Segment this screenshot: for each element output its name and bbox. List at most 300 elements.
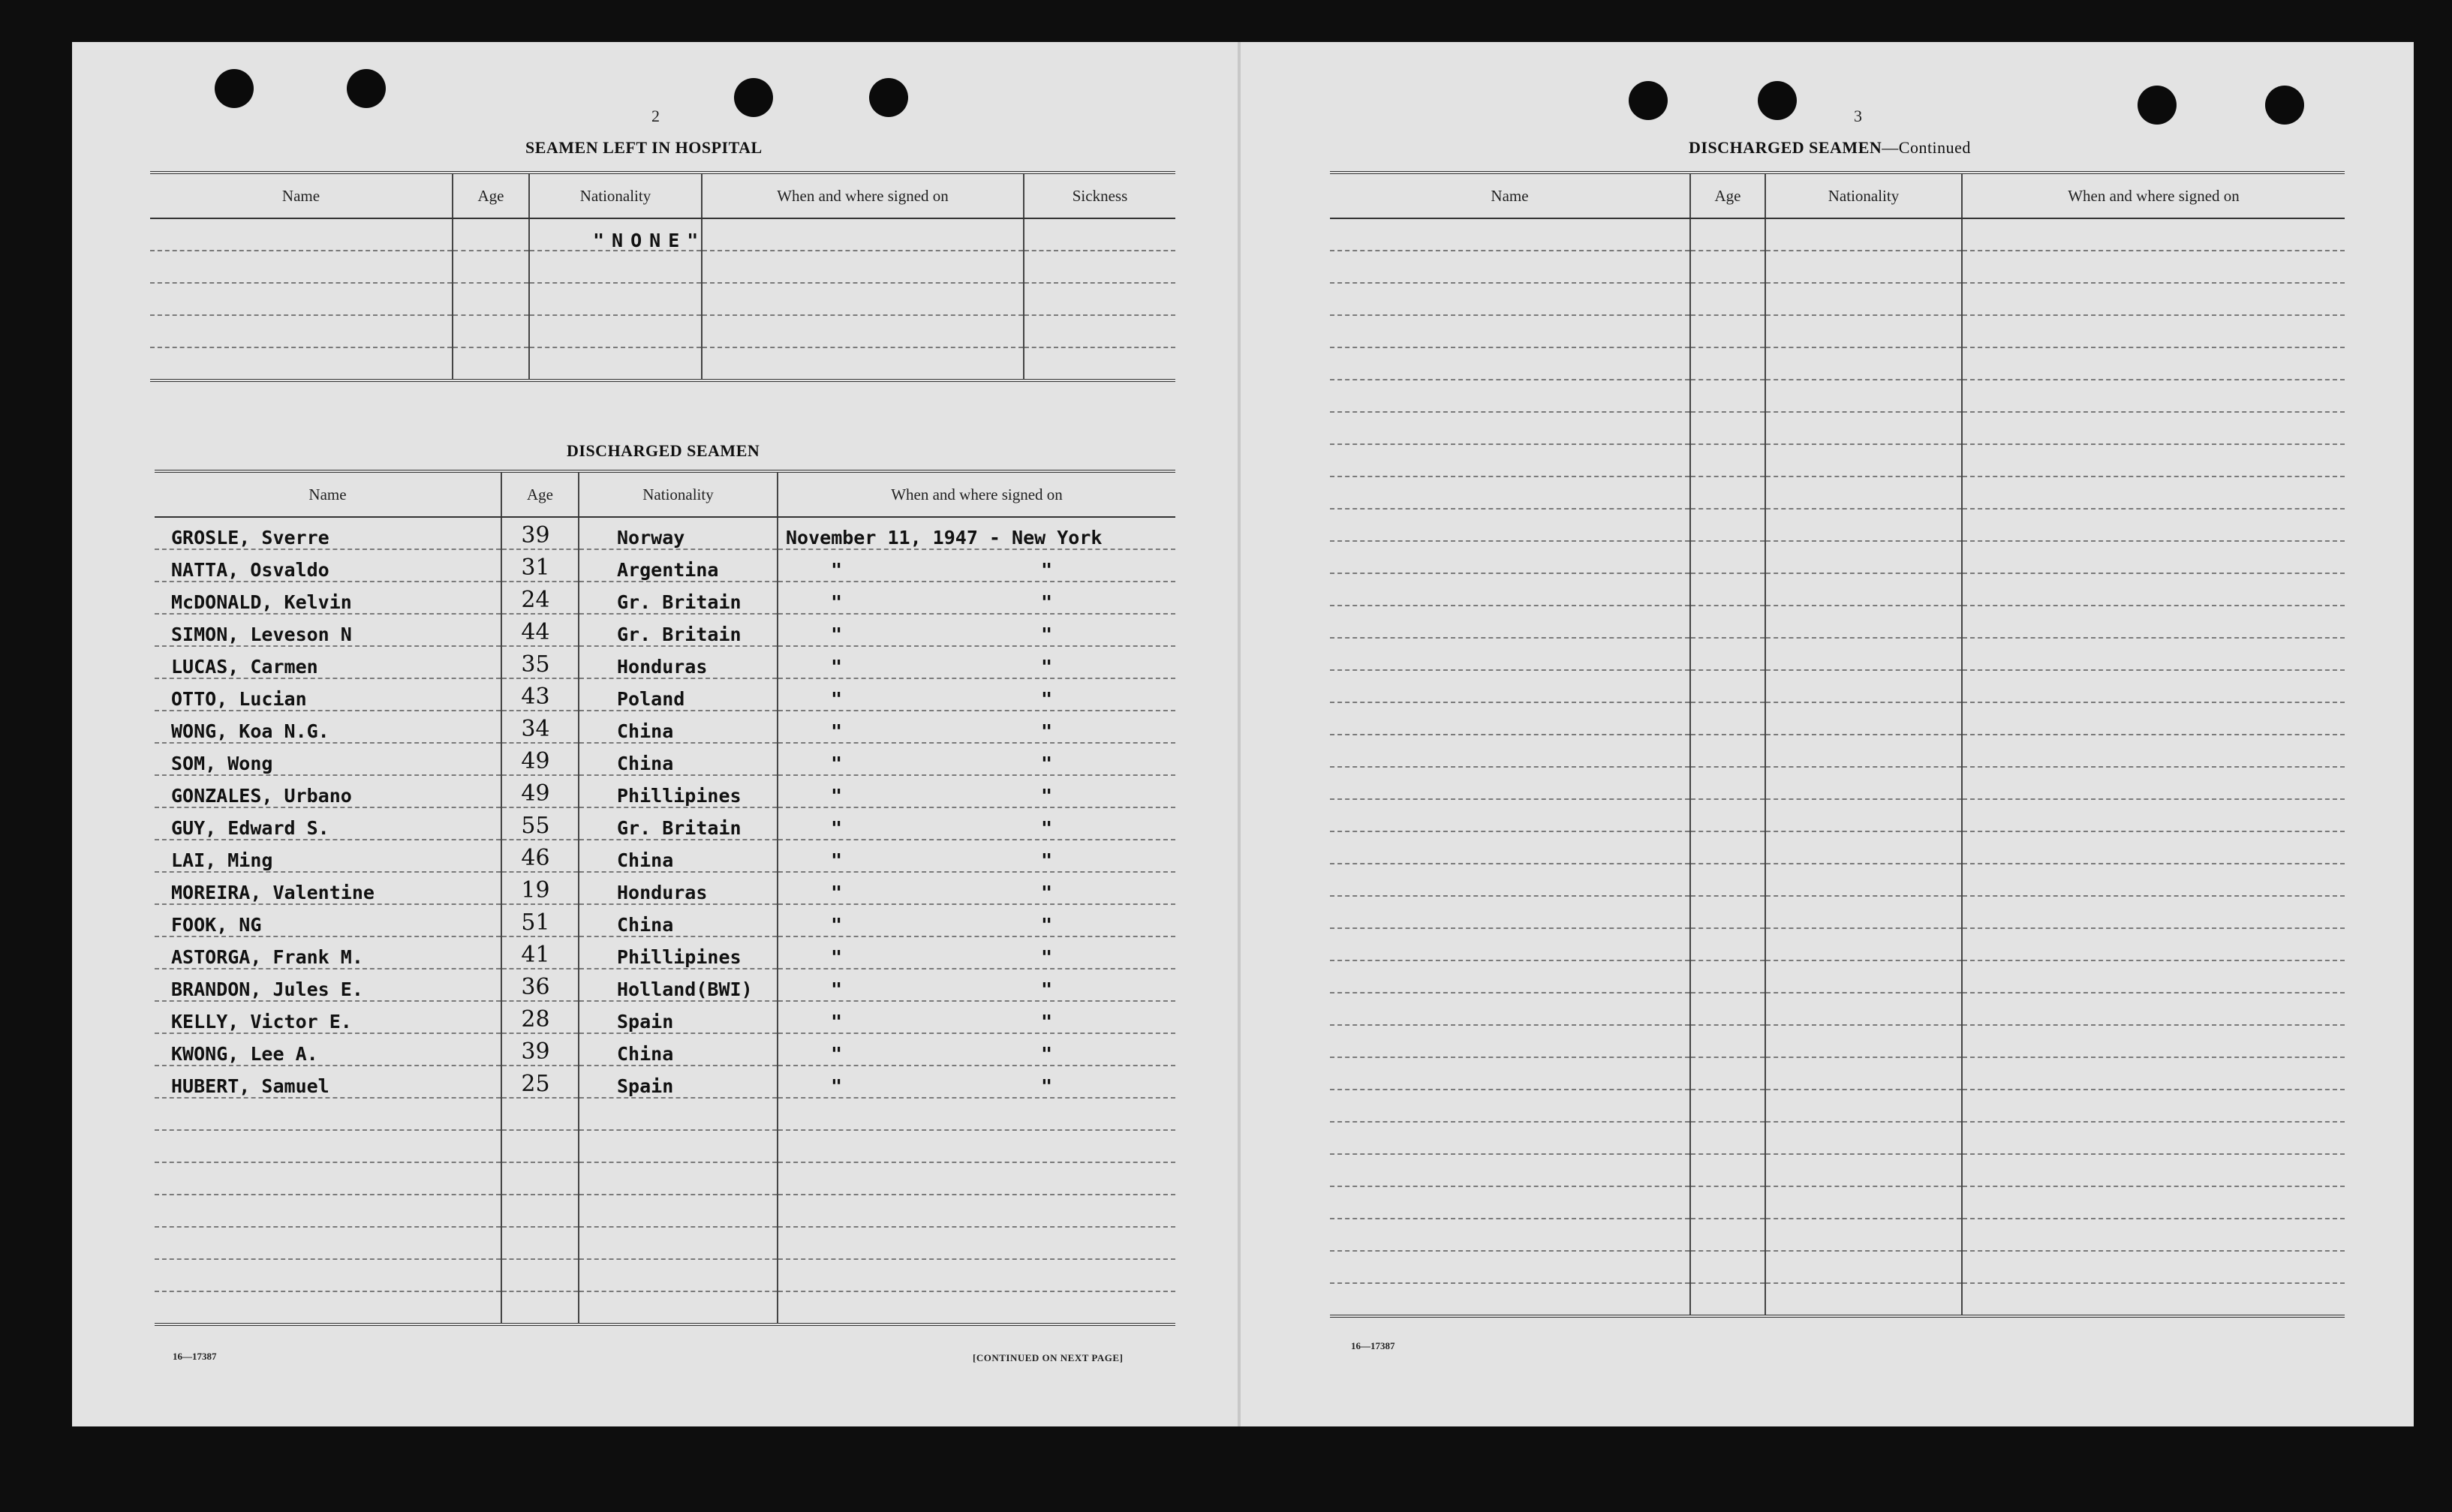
empty-cell (1962, 251, 2345, 283)
seaman-nationality: Spain (579, 1001, 778, 1033)
seaman-nationality: China (579, 743, 778, 775)
table-row (1330, 412, 2345, 444)
punch-hole (347, 69, 386, 108)
table-row (155, 646, 1175, 678)
seaman-age: 49 (501, 743, 579, 775)
empty-cell (1765, 1025, 1962, 1057)
seaman-name: HUBERT, Samuel (155, 1066, 501, 1098)
empty-cell (1962, 573, 2345, 606)
table-row (150, 315, 1175, 347)
empty-cell (1690, 509, 1765, 541)
seaman-name: GONZALES, Urbano (155, 775, 501, 807)
seaman-name: LAI, Ming (155, 840, 501, 872)
table-row (1330, 541, 2345, 573)
seaman-nationality: Norway (579, 517, 778, 549)
empty-cell (1962, 476, 2345, 509)
table-row (155, 872, 1175, 904)
empty-cell (1330, 1025, 1690, 1057)
punch-hole (1758, 81, 1797, 120)
empty-cell (1330, 1186, 1690, 1219)
column-header-age: Age (1690, 173, 1765, 218)
seaman-name: OTTO, Lucian (155, 678, 501, 711)
seaman-signed-on: November 11, 1947 - New York (778, 517, 1175, 549)
empty-cell (155, 1098, 501, 1130)
seaman-age: 25 (501, 1066, 579, 1098)
seaman-signed-on: " " (778, 1001, 1175, 1033)
empty-cell (1330, 831, 1690, 864)
table-row (1330, 1251, 2345, 1283)
seaman-signed-on: " " (778, 646, 1175, 678)
empty-cell (1962, 380, 2345, 412)
table-row (155, 582, 1175, 614)
empty-cell (1765, 412, 1962, 444)
empty-cell (1690, 476, 1765, 509)
punch-hole (869, 78, 908, 117)
table-row (1330, 347, 2345, 380)
empty-cell (1330, 218, 1690, 251)
table-row (1330, 993, 2345, 1025)
empty-cell (1962, 412, 2345, 444)
table-row (1330, 1057, 2345, 1090)
seaman-signed-on: " " (778, 872, 1175, 904)
empty-cell (1765, 444, 1962, 476)
empty-cell (1962, 315, 2345, 347)
table-row (1330, 218, 2345, 251)
table-row (1330, 831, 2345, 864)
column-header-age: Age (453, 173, 529, 218)
table-row (155, 517, 1175, 549)
empty-cell (1765, 702, 1962, 735)
seaman-age: 39 (501, 517, 579, 549)
table-row (1330, 960, 2345, 993)
seaman-nationality: Poland (579, 678, 778, 711)
empty-cell (1690, 315, 1765, 347)
empty-cell (1330, 799, 1690, 831)
seaman-age: 51 (501, 904, 579, 936)
seaman-name: SOM, Wong (155, 743, 501, 775)
table-row (155, 743, 1175, 775)
empty-cell (1765, 476, 1962, 509)
empty-cell (1690, 251, 1765, 283)
seaman-name: GUY, Edward S. (155, 807, 501, 840)
empty-cell (579, 1227, 778, 1259)
empty-cell (1330, 251, 1690, 283)
seaman-signed-on: " " (778, 711, 1175, 743)
table-row (155, 904, 1175, 936)
empty-cell (1330, 573, 1690, 606)
seaman-nationality: Argentina (579, 549, 778, 582)
seaman-name: KELLY, Victor E. (155, 1001, 501, 1033)
table-row (1330, 896, 2345, 928)
empty-cell (1330, 767, 1690, 799)
seaman-nationality: China (579, 840, 778, 872)
empty-cell (1690, 541, 1765, 573)
empty-cell (1765, 1283, 1962, 1316)
seaman-age: 36 (501, 969, 579, 1001)
empty-cell (1962, 509, 2345, 541)
empty-cell (1690, 412, 1765, 444)
empty-cell (778, 1098, 1175, 1130)
column-header-name: Name (150, 173, 453, 218)
table-row (155, 1130, 1175, 1162)
empty-cell (1330, 1154, 1690, 1186)
seaman-name: McDONALD, Kelvin (155, 582, 501, 614)
seaman-age: 55 (501, 807, 579, 840)
empty-cell (1690, 1154, 1765, 1186)
column-header-age: Age (501, 471, 579, 517)
column-header-nationality: Nationality (1765, 173, 1962, 218)
table-row (1330, 702, 2345, 735)
empty-cell (1765, 735, 1962, 767)
seaman-name: MOREIRA, Valentine (155, 872, 501, 904)
empty-cell (1330, 993, 1690, 1025)
table-row (1330, 1219, 2345, 1251)
empty-cell (1962, 960, 2345, 993)
empty-cell (1765, 509, 1962, 541)
page-number: 3 (1854, 107, 1862, 125)
seaman-age: 24 (501, 582, 579, 614)
empty-cell (501, 1227, 579, 1259)
empty-cell (1765, 606, 1962, 638)
seaman-age: 39 (501, 1033, 579, 1066)
seaman-signed-on: " " (778, 904, 1175, 936)
empty-cell (579, 1162, 778, 1195)
empty-cell (1765, 1154, 1962, 1186)
table-row (1330, 1283, 2345, 1316)
empty-cell (1690, 960, 1765, 993)
seaman-age: 49 (501, 775, 579, 807)
empty-cell (1765, 1219, 1962, 1251)
empty-cell (1962, 1122, 2345, 1154)
table-row (1330, 1122, 2345, 1154)
table-row (1330, 573, 2345, 606)
empty-cell (1765, 347, 1962, 380)
punch-hole (2138, 86, 2177, 125)
table-row (1330, 864, 2345, 896)
seaman-name: GROSLE, Sverre (155, 517, 501, 549)
table-row (155, 1001, 1175, 1033)
empty-cell (1962, 1090, 2345, 1122)
empty-cell (778, 1259, 1175, 1291)
empty-cell (778, 1227, 1175, 1259)
empty-cell (1330, 476, 1690, 509)
seaman-nationality: Gr. Britain (579, 614, 778, 646)
seaman-age: 31 (501, 549, 579, 582)
empty-cell (579, 1195, 778, 1227)
empty-cell (778, 1291, 1175, 1324)
column-header-sickness: Sickness (1024, 173, 1175, 218)
table-row (1330, 251, 2345, 283)
column-header-signed-on: When and where signed on (778, 471, 1175, 517)
empty-cell (1690, 1122, 1765, 1154)
seaman-signed-on: " " (778, 936, 1175, 969)
empty-cell (1962, 702, 2345, 735)
seaman-nationality: Spain (579, 1066, 778, 1098)
empty-cell (1962, 735, 2345, 767)
empty-cell (1330, 315, 1690, 347)
empty-cell (1330, 541, 1690, 573)
column-header-nationality: Nationality (579, 471, 778, 517)
seaman-name: ASTORGA, Frank M. (155, 936, 501, 969)
table-row (1330, 444, 2345, 476)
seaman-nationality: China (579, 1033, 778, 1066)
seaman-name: BRANDON, Jules E. (155, 969, 501, 1001)
column-header-name: Name (155, 471, 501, 517)
empty-cell (1962, 1219, 2345, 1251)
table-row (1330, 735, 2345, 767)
table-row (155, 1227, 1175, 1259)
empty-cell (155, 1130, 501, 1162)
empty-cell (1765, 799, 1962, 831)
table-row (1330, 476, 2345, 509)
empty-cell (1690, 1057, 1765, 1090)
column-header-nationality: Nationality (529, 173, 702, 218)
empty-cell (1962, 444, 2345, 476)
seaman-name: WONG, Koa N.G. (155, 711, 501, 743)
empty-cell (1690, 573, 1765, 606)
table-row (150, 347, 1175, 380)
empty-cell (1765, 251, 1962, 283)
table-row (1330, 1090, 2345, 1122)
column-header-signed-on: When and where signed on (702, 173, 1024, 218)
empty-cell (1690, 1090, 1765, 1122)
table-row (150, 283, 1175, 315)
empty-cell (1765, 283, 1962, 315)
empty-cell (1330, 638, 1690, 670)
empty-cell (1962, 1154, 2345, 1186)
empty-cell (1765, 928, 1962, 960)
empty-cell (1765, 993, 1962, 1025)
discharged-continued-table (1330, 171, 2345, 1318)
empty-cell (1962, 767, 2345, 799)
empty-cell (1765, 638, 1962, 670)
table-row (150, 251, 1175, 283)
table-row (155, 936, 1175, 969)
seaman-signed-on: " " (778, 1066, 1175, 1098)
empty-cell (1330, 1057, 1690, 1090)
empty-cell (1765, 1057, 1962, 1090)
punch-hole (734, 78, 773, 117)
table-row (155, 840, 1175, 872)
seaman-signed-on: " " (778, 775, 1175, 807)
seaman-nationality: Holland(BWI) (579, 969, 778, 1001)
empty-cell (1765, 541, 1962, 573)
table-row (155, 807, 1175, 840)
seaman-signed-on: " " (778, 678, 1175, 711)
empty-cell (1690, 347, 1765, 380)
empty-cell (1330, 896, 1690, 928)
empty-cell (1962, 1251, 2345, 1283)
table-row (1330, 1186, 2345, 1219)
table-row (1330, 509, 2345, 541)
empty-cell (1330, 928, 1690, 960)
empty-cell (1962, 1283, 2345, 1316)
empty-cell (1765, 573, 1962, 606)
column-header-name: Name (1330, 173, 1690, 218)
table-row (155, 969, 1175, 1001)
discharged-table (155, 470, 1175, 1326)
empty-cell (579, 1259, 778, 1291)
form-number: 16—17387 (173, 1351, 217, 1362)
seaman-name: NATTA, Osvaldo (155, 549, 501, 582)
empty-cell (1962, 1186, 2345, 1219)
empty-cell (1330, 606, 1690, 638)
empty-cell (1690, 218, 1765, 251)
punch-hole (1629, 81, 1668, 120)
table-row (1330, 799, 2345, 831)
seaman-nationality: Gr. Britain (579, 582, 778, 614)
empty-cell (155, 1162, 501, 1195)
empty-cell (1690, 670, 1765, 702)
seaman-nationality: China (579, 904, 778, 936)
empty-cell (1962, 799, 2345, 831)
table-row (1330, 670, 2345, 702)
empty-cell (778, 1130, 1175, 1162)
empty-cell (501, 1291, 579, 1324)
seaman-signed-on: " " (778, 969, 1175, 1001)
empty-cell (1962, 606, 2345, 638)
table-row (155, 1098, 1175, 1130)
empty-cell (1690, 380, 1765, 412)
empty-cell (1962, 831, 2345, 864)
table-row (1330, 606, 2345, 638)
empty-cell (1765, 896, 1962, 928)
empty-cell (501, 1098, 579, 1130)
empty-cell (1330, 444, 1690, 476)
table-row (1330, 283, 2345, 315)
table-row (155, 678, 1175, 711)
empty-cell (1690, 896, 1765, 928)
empty-cell (1330, 735, 1690, 767)
seaman-age: 19 (501, 872, 579, 904)
empty-cell (1690, 799, 1765, 831)
empty-cell (501, 1162, 579, 1195)
table-row (1330, 1154, 2345, 1186)
table-row (155, 1066, 1175, 1098)
empty-cell (1962, 670, 2345, 702)
title-suffix: —Continued (1882, 138, 1971, 157)
empty-cell (1765, 1122, 1962, 1154)
seaman-signed-on: " " (778, 840, 1175, 872)
table-row (155, 1195, 1175, 1227)
seaman-age: 41 (501, 936, 579, 969)
seaman-signed-on: " " (778, 614, 1175, 646)
empty-cell (1765, 767, 1962, 799)
seaman-age: 44 (501, 614, 579, 646)
table-row (155, 1033, 1175, 1066)
table-row (1330, 380, 2345, 412)
empty-cell (1330, 380, 1690, 412)
empty-cell (1690, 444, 1765, 476)
empty-cell (1962, 1025, 2345, 1057)
empty-cell (1330, 1090, 1690, 1122)
empty-cell (1330, 670, 1690, 702)
section-title-discharged: DISCHARGED SEAMEN (567, 441, 760, 460)
seaman-nationality: Gr. Britain (579, 807, 778, 840)
empty-cell (1330, 864, 1690, 896)
table-row (155, 549, 1175, 582)
table-row (1330, 767, 2345, 799)
seaman-nationality: China (579, 711, 778, 743)
seaman-nationality: Honduras (579, 872, 778, 904)
empty-cell (1765, 960, 1962, 993)
empty-cell (1765, 831, 1962, 864)
seaman-name: SIMON, Leveson N (155, 614, 501, 646)
empty-cell (1330, 702, 1690, 735)
punch-hole (2265, 86, 2304, 125)
empty-cell (778, 1162, 1175, 1195)
table-row (155, 1162, 1175, 1195)
empty-cell (1962, 993, 2345, 1025)
empty-cell (1690, 831, 1765, 864)
empty-cell (1330, 283, 1690, 315)
table-row (1330, 315, 2345, 347)
empty-cell (1690, 1186, 1765, 1219)
empty-cell (155, 1291, 501, 1324)
empty-cell (579, 1291, 778, 1324)
empty-cell (1690, 767, 1765, 799)
seaman-age: 34 (501, 711, 579, 743)
page-number: 2 (651, 107, 660, 125)
empty-cell (1765, 1090, 1962, 1122)
page-fold (1238, 42, 1241, 1426)
punch-hole (215, 69, 254, 108)
empty-cell (1690, 864, 1765, 896)
empty-cell (155, 1195, 501, 1227)
seaman-signed-on: " " (778, 549, 1175, 582)
empty-cell (1962, 1057, 2345, 1090)
empty-cell (1330, 347, 1690, 380)
empty-cell (155, 1227, 501, 1259)
table-row (155, 1259, 1175, 1291)
seaman-signed-on: " " (778, 743, 1175, 775)
empty-cell (1690, 606, 1765, 638)
column-header-signed-on: When and where signed on (1962, 173, 2345, 218)
empty-cell (1765, 380, 1962, 412)
empty-cell (1765, 864, 1962, 896)
seaman-signed-on: " " (778, 1033, 1175, 1066)
seaman-signed-on: " " (778, 582, 1175, 614)
section-title-hospital: SEAMEN LEFT IN HOSPITAL (525, 138, 763, 157)
empty-cell (1330, 1219, 1690, 1251)
empty-cell (1690, 993, 1765, 1025)
empty-cell (579, 1130, 778, 1162)
empty-cell (1330, 1283, 1690, 1316)
empty-cell (1690, 1251, 1765, 1283)
seaman-signed-on: " " (778, 807, 1175, 840)
seaman-age: 35 (501, 646, 579, 678)
seaman-age: 28 (501, 1001, 579, 1033)
empty-cell (1765, 218, 1962, 251)
empty-cell (1962, 218, 2345, 251)
table-row (155, 1291, 1175, 1324)
table-row (1330, 928, 2345, 960)
empty-cell (1765, 1186, 1962, 1219)
table-row (155, 711, 1175, 743)
table-row (1330, 638, 2345, 670)
empty-cell (1962, 638, 2345, 670)
empty-cell (1765, 1251, 1962, 1283)
empty-cell (1330, 960, 1690, 993)
empty-cell (1690, 1219, 1765, 1251)
empty-cell (1330, 1251, 1690, 1283)
empty-cell (1690, 928, 1765, 960)
empty-cell (579, 1098, 778, 1130)
seaman-name: LUCAS, Carmen (155, 646, 501, 678)
seaman-name: FOOK, NG (155, 904, 501, 936)
empty-cell (501, 1130, 579, 1162)
empty-cell (1962, 864, 2345, 896)
